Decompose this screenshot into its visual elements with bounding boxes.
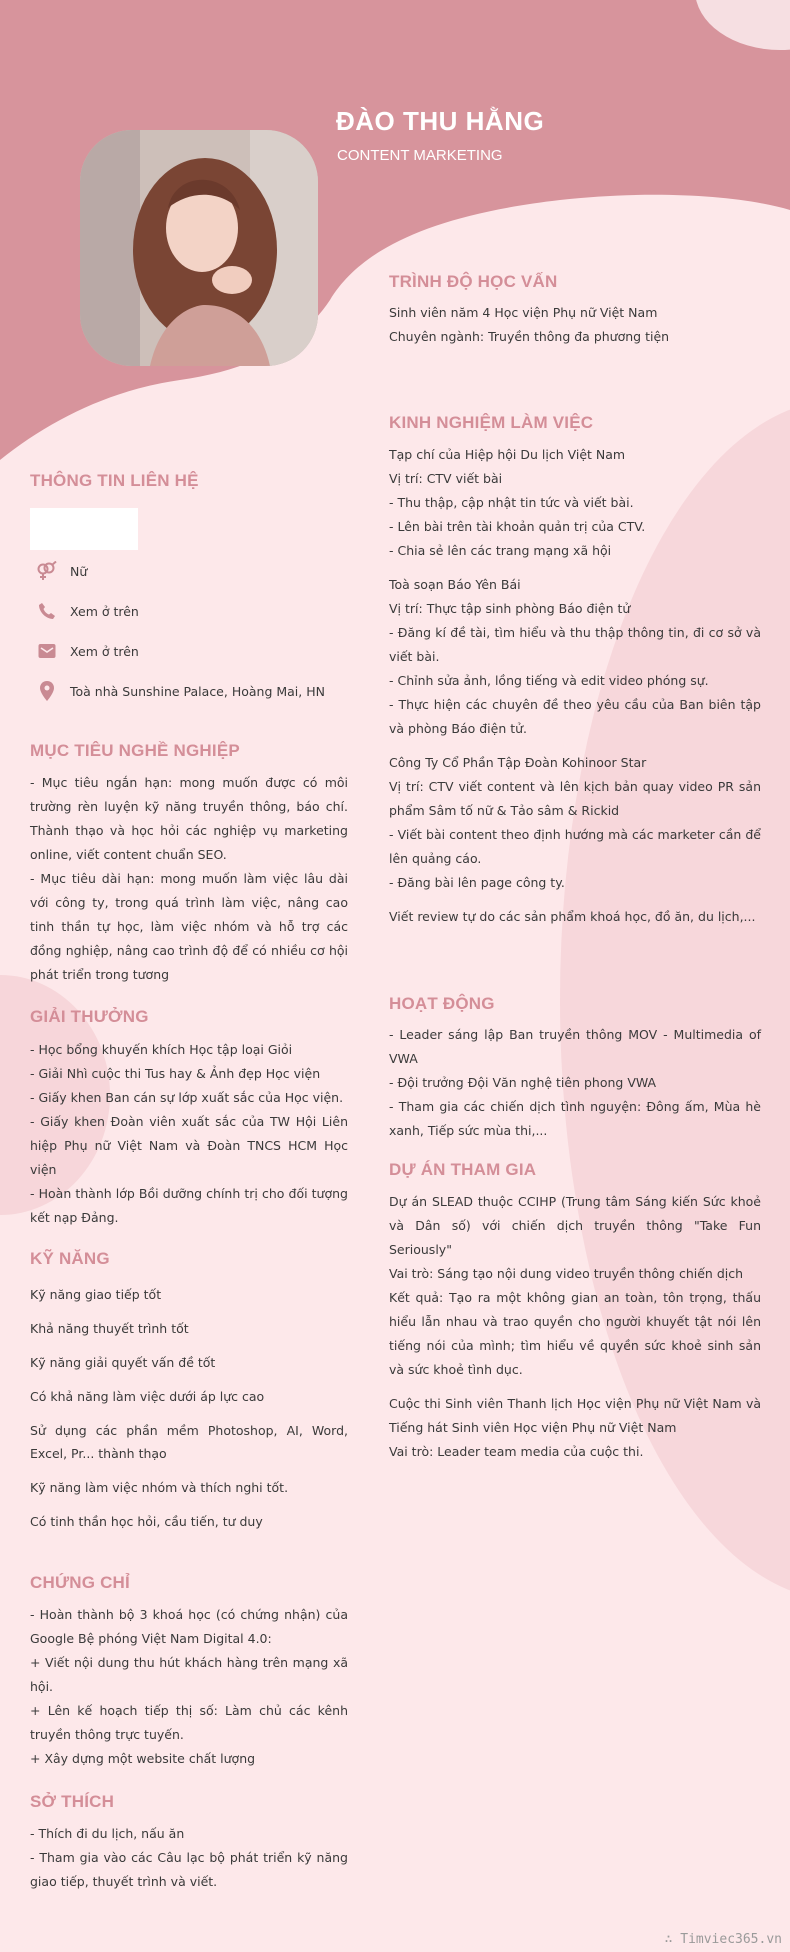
experience-job: Viết review tự do các sản phẩm khoá học, đồ ăn, du lịch,... [389, 909, 756, 924]
contact-phone [36, 600, 139, 622]
education-text: Sinh viên năm 4 Học viện Phụ nữ Việt Nam Chuyên ngành: Truyền thông đa phương tiện [389, 305, 670, 344]
certificates-text: - Hoàn thành bộ 3 khoá học (có chứng nhận) của Google Bệ phóng Việt Nam Digital 4.0: + Viết nội dung thu hút khách hàng trên mạng xã hội. + Lên kế hoạch tiếp thị số: Làm chủ các kênh truyền thông trực tuyến. + Xây dựng một website chất lượng [30, 1607, 348, 1766]
skill-item: Có khả năng làm việc dưới áp lực cao [30, 1389, 265, 1404]
awards-text: - Học bổng khuyến khích Học tập loại Giỏi - Giải Nhì cuộc thi Tus hay & Ảnh đẹp Học viện - Giấy khen Ban cán sự lớp xuất sắc của Học viện. - Giấy khen Đoàn viên xuất sắc của TW Hội Liên hiệp Phụ nữ Việt Nam và Đoàn TNCS HCM Học viện - Hoàn thành lớp Bồi dưỡng chính trị cho đối tượng kết nạp Đảng. [30, 1042, 348, 1225]
contact-title: THÔNG TIN LIÊN HỆ [30, 471, 199, 490]
skill-item: Sử dụng các phần mềm Photoshop, AI, Word, Excel, Pr... thành thạo [30, 1423, 348, 1461]
awards-title: GIẢI THƯỞNG [30, 1007, 149, 1026]
projects-title: DỰ ÁN THAM GIA [389, 1160, 537, 1179]
candidate-role: CONTENT MARKETING [337, 147, 503, 164]
activities-title: HOẠT ĐỘNG [389, 994, 495, 1013]
location-icon [36, 680, 58, 702]
objective-title: MỤC TIÊU NGHỀ NGHIỆP [30, 741, 240, 760]
experience-job: Tạp chí của Hiệp hội Du lịch Việt Nam Vị trí: CTV viết bài - Thu thập, cập nhật tin tức và viết bài. - Lên bài trên tài khoản quản trị của CTV. - Chia sẻ lên các trang mạng xã hội [389, 447, 646, 558]
skills-title: KỸ NĂNG [30, 1249, 110, 1268]
portrait-illustration [80, 130, 318, 366]
skill-item: Kỹ năng làm việc nhóm và thích nghi tốt. [30, 1480, 289, 1495]
experience-job: Công Ty Cổ Phần Tập Đoàn Kohinoor Star Vị trí: CTV viết content và lên kịch bản quay video PR sản phẩm Sâm tố nữ & Tảo sâm & Rickid - Viết bài content theo định hướng mà các marketer cần để lên quảng cáo. - Đăng bài lên page công ty. [389, 755, 761, 890]
objective-text: - Mục tiêu ngắn hạn: mong muốn được có môi trường rèn luyện kỹ năng truyền thông, báo chí. Thành thạo và học hỏi các nghiệp vụ marketing online, viết content chuẩn SEO. - Mục tiêu dài hạn: mong muốn làm việc lâu dài với công ty, trong quá trình làm việc, nâng cao tinh thần tự học, làm việc nhóm và hỗ trợ các đồng nghiệp, nâng cao trình độ để có nhiều cơ hội phát triển trong tương [30, 775, 348, 982]
email-icon [36, 640, 58, 662]
contact-blank-box [30, 508, 138, 550]
contact-gender [36, 560, 87, 582]
skill-item: Có tinh thần học hỏi, cầu tiến, tư duy [30, 1514, 263, 1529]
phone-icon [36, 600, 58, 622]
skill-item: Kỹ năng giao tiếp tốt [30, 1287, 162, 1302]
activities-text: - Leader sáng lập Ban truyền thông MOV - Multimedia of VWA - Đội trưởng Đội Văn nghệ tiên phong VWA - Tham gia các chiến dịch tình nguyện: Đông ấm, Mùa hè xanh, Tiếp sức mùa thi,... [389, 1027, 761, 1138]
project-item: Cuộc thi Sinh viên Thanh lịch Học viện Phụ nữ Việt Nam và Tiếng hát Sinh viên Học viện Phụ nữ Việt Nam Vai trò: Leader team media của cuộc thi. [389, 1396, 761, 1459]
candidate-name: ĐÀO THU HẰNG [336, 106, 545, 136]
experience-text [389, 443, 761, 929]
experience-title: KINH NGHIỆM LÀM VIỆC [389, 413, 594, 432]
gender-icon [36, 560, 58, 582]
contact-phone-text: Xem ở trên [70, 603, 139, 619]
skill-item: Khả năng thuyết trình tốt [30, 1321, 189, 1336]
contact-email-text: Xem ở trên [70, 643, 139, 659]
hobbies-text: - Thích đi du lịch, nấu ăn - Tham gia vào các Câu lạc bộ phát triển kỹ năng giao tiếp, thuyết trình và viết. [30, 1826, 348, 1889]
projects-text [389, 1190, 761, 1464]
contact-address-text: Toà nhà Sunshine Palace, Hoàng Mai, HN [70, 683, 325, 699]
project-item: Dự án SLEAD thuộc CCIHP (Trung tâm Sáng kiến Sức khoẻ và Dân số) với chiến dịch truyền thông "Take Fun Seriously" Vai trò: Sáng tạo nội dung video truyền thông chiến dịch Kết quả: Tạo ra một không gian an toàn, tôn trọng, thấu hiểu lẫn nhau và trao quyền cho người khuyết tật nói lên tiếng nói của mình; tìm hiểu về quyền sức khoẻ sinh sản và sức khoẻ tình dục. [389, 1194, 761, 1377]
contact-gender-text: Nữ [70, 563, 88, 579]
experience-job: Toà soạn Báo Yên Bái Vị trí: Thực tập sinh phòng Báo điện tử - Đăng kí đề tài, tìm hiểu và thu thập thông tin, đi cơ sở và viết bài. - Chỉnh sửa ảnh, lồng tiếng và edit video phóng sự. - Thực hiện các chuyên đề theo yêu cầu của Ban biên tập và phòng Báo điện tử. [389, 577, 761, 736]
hobbies-title: SỞ THÍCH [30, 1792, 115, 1811]
education-title: TRÌNH ĐỘ HỌC VẤN [389, 272, 558, 291]
contact-email [36, 640, 139, 662]
profile-photo [80, 130, 318, 366]
contact-address [36, 680, 325, 702]
watermark: ∴ Timviec365.vn [664, 1932, 782, 1947]
certificates-title: CHỨNG CHỈ [30, 1573, 130, 1592]
skill-item: Kỹ năng giải quyết vấn đề tốt [30, 1355, 216, 1370]
